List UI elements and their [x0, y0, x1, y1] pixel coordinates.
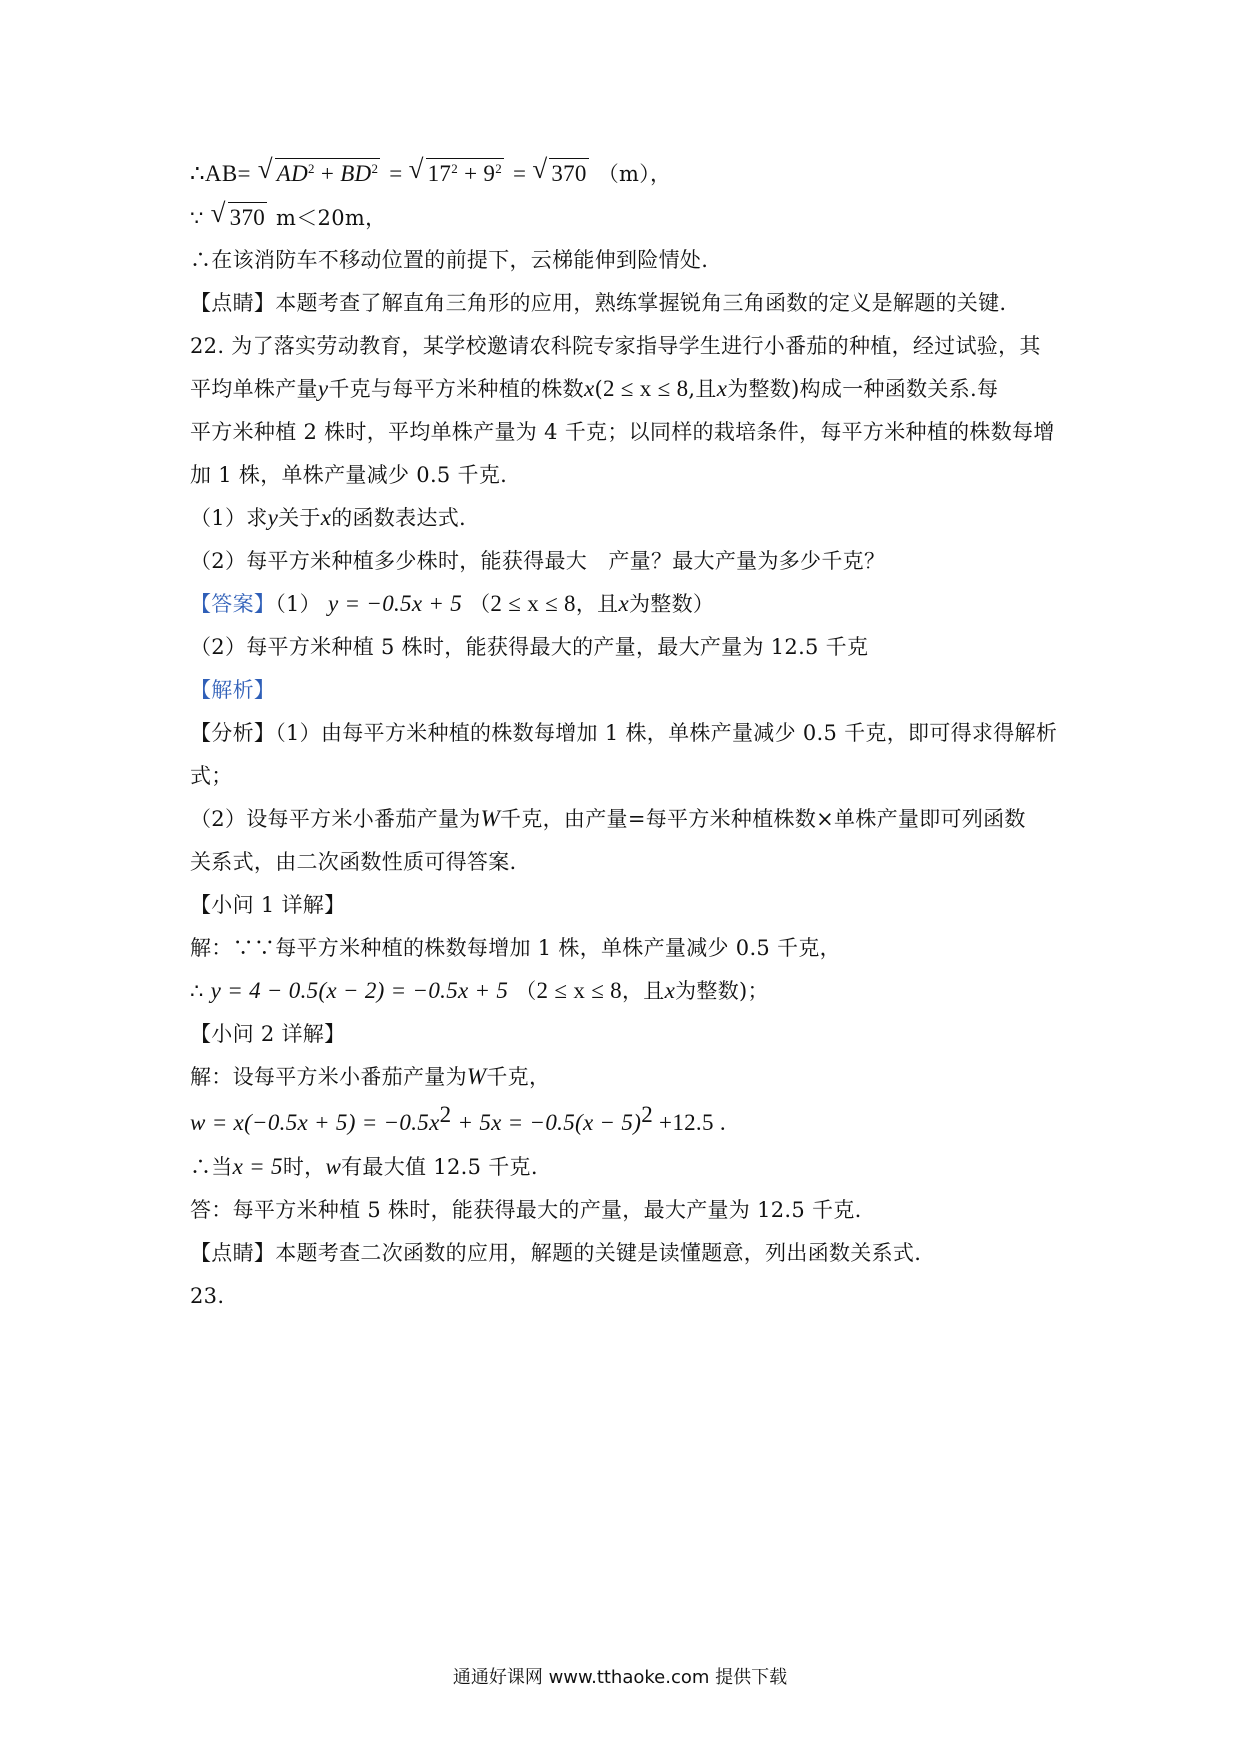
var-y: y [317, 376, 329, 401]
answer-final: 答：每平方米种植 5 株时，能获得最大的产量，最大产量为 12.5 千克. [190, 1198, 862, 1222]
text: 为整数)构成一种函数关系.每 [727, 377, 999, 401]
text: ∴当 [190, 1155, 233, 1179]
text: ( [594, 377, 603, 401]
var-x: x [320, 505, 332, 530]
answer-tag: 【答案】 [190, 592, 276, 616]
line-dianjing-1: 【点睛】本题考查了解直角三角形的应用，熟练掌握锐角三角函数的定义是解题的关键. [190, 291, 1007, 315]
analysis-tag: 【解析】 [190, 678, 276, 702]
var-w: W [466, 1064, 487, 1089]
line-compare [190, 198, 387, 233]
exp: 2 [439, 1102, 452, 1127]
text: 解：设每平方米小番茄产量为 [190, 1065, 467, 1089]
var-w: W [480, 806, 501, 831]
question-22-line-2 [190, 374, 998, 404]
fenxi-line-2: 式； [190, 764, 233, 788]
text: ，且 [621, 979, 665, 1003]
eq-part: +12.5 . [653, 1110, 726, 1135]
fenxi-line-1: 【分析】（1）由每平方米种植的株数每增加 1 株，单株产量减少 0.5 千克，即可得求得解析 [190, 721, 1058, 745]
question-22-line-4: 加 1 株，单株产量减少 0.5 千克. [190, 463, 508, 487]
answer-line-2: （2）每平方米种植 5 株时，能获得最大的产量，最大产量为 12.5 千克 [190, 635, 869, 659]
text: ,且 [688, 377, 717, 401]
var-w: w [325, 1154, 342, 1179]
solution-equation: y = 4 − 0.5(x − 2) = −0.5x + 5 [210, 978, 509, 1003]
n9: 9 [483, 161, 496, 186]
text: 时， [282, 1155, 326, 1179]
solution-2-line-1 [190, 1062, 550, 1092]
var-x: x [716, 376, 728, 401]
line-dianjing-2: 【点睛】本题考查二次函数的应用，解题的关键是读懂题意，列出函数关系式. [190, 1241, 922, 1265]
text: （1） [275, 592, 321, 616]
range: 2 ≤ x ≤ 8 [536, 978, 622, 1003]
text: 平均单株产量 [190, 377, 318, 401]
fenxi-line-3 [190, 804, 1026, 834]
text: 关于 [278, 506, 321, 530]
question-22-part-2: （2）每平方米种植多少株时，能获得最大 产量？最大产量为多少千克？ [190, 549, 886, 573]
therefore-symbol: ∴ [190, 979, 204, 1003]
subquestion-1-heading: 【小问 1 详解】 [190, 893, 346, 917]
question-23-number: 23. [190, 1284, 225, 1308]
n370: 370 [549, 158, 588, 189]
var-x: x [664, 978, 676, 1003]
sqrt-370: √ 370 [532, 158, 588, 189]
answer-equation: y = −0.5x + 5 [327, 591, 463, 616]
exp: 2 [308, 161, 315, 176]
text: ，且 [575, 592, 619, 616]
fenxi-line-4: 关系式，由二次函数性质可得答案. [190, 850, 517, 874]
question-22-line-1: 22. 为了落实劳动教育，某学校邀请农科院专家指导学生进行小番茄的种植，经过试验，其 [190, 334, 1041, 358]
ad-text: AD [276, 161, 309, 186]
n17: 17 [427, 161, 452, 186]
text: （2）设每平方米小番茄产量为 [190, 807, 481, 831]
var-y: y [267, 505, 279, 530]
text: （ [469, 592, 491, 616]
text: （ [515, 979, 537, 1003]
solution-2-line-3 [190, 1152, 538, 1182]
question-22-line-3: 平方米种植 2 株时，平均单株产量为 4 千克；以同样的栽培条件，每平方米种植的株数每增 [190, 420, 1055, 444]
exp: 2 [495, 161, 503, 176]
eq-part: + 5x = −0.5(x − 5) [451, 1110, 642, 1135]
solution-2-equation [190, 1102, 726, 1138]
text: 千克， [486, 1065, 551, 1089]
because-symbol: ∵ [190, 206, 204, 230]
sqrt-17-9: √ $17^2 + 9^2$ [409, 158, 504, 189]
range: 2 ≤ x ≤ 8 [602, 376, 689, 401]
line-conclusion: ∴在该消防车不移动位置的前提下，云梯能伸到险情处. [190, 248, 709, 272]
sqrt-370-b: √ 370 [211, 202, 267, 233]
exp: 2 [451, 161, 459, 176]
exp: 2 [371, 161, 379, 176]
line-ab-calc: ∴AB= √ $AD^2 + BD^2$ = √ $17^2 + 9^2$ = √ 370 （m）， [190, 158, 671, 189]
subquestion-2-heading: 【小问 2 详解】 [190, 1022, 346, 1046]
text: 的函数表达式. [331, 506, 466, 530]
var-x: x [618, 591, 629, 616]
answer-line-1 [190, 589, 714, 619]
page-footer: 通通好课网 www.tthaoke.com 提供下载 [452, 1667, 788, 1688]
sqrt-ad-bd: √ $AD^2 + BD^2$ [258, 158, 381, 189]
range: 2 ≤ x ≤ 8 [490, 591, 576, 616]
solution-1-line-1: 解：∵∵每平方米种植的株数每增加 1 株，单株产量减少 0.5 千克， [190, 936, 841, 960]
text: 有最大值 12.5 千克. [341, 1155, 538, 1179]
unit-m: （m）， [597, 162, 672, 186]
compare-text: m＜20m， [276, 206, 387, 230]
ab-prefix: ∴AB= [190, 161, 251, 186]
question-22-part-1 [190, 503, 466, 533]
text: （1）求 [190, 506, 268, 530]
eq-part: w = x(−0.5x + 5) = −0.5x [190, 1110, 440, 1135]
text: 千克，由产量=每平方米种植株数×单株产量即可列函数 [500, 807, 1026, 831]
solution-1-line-2 [190, 976, 769, 1006]
text: 千克与每平方米种植的株数 [328, 377, 584, 401]
n370-b: 370 [228, 202, 267, 233]
eq-x5: x = 5 [232, 1154, 283, 1179]
bd-text: BD [340, 161, 372, 186]
text: 为整数)； [675, 979, 769, 1003]
var-x: x [583, 376, 595, 401]
exp: 2 [641, 1102, 653, 1127]
text: 为整数） [628, 592, 715, 616]
